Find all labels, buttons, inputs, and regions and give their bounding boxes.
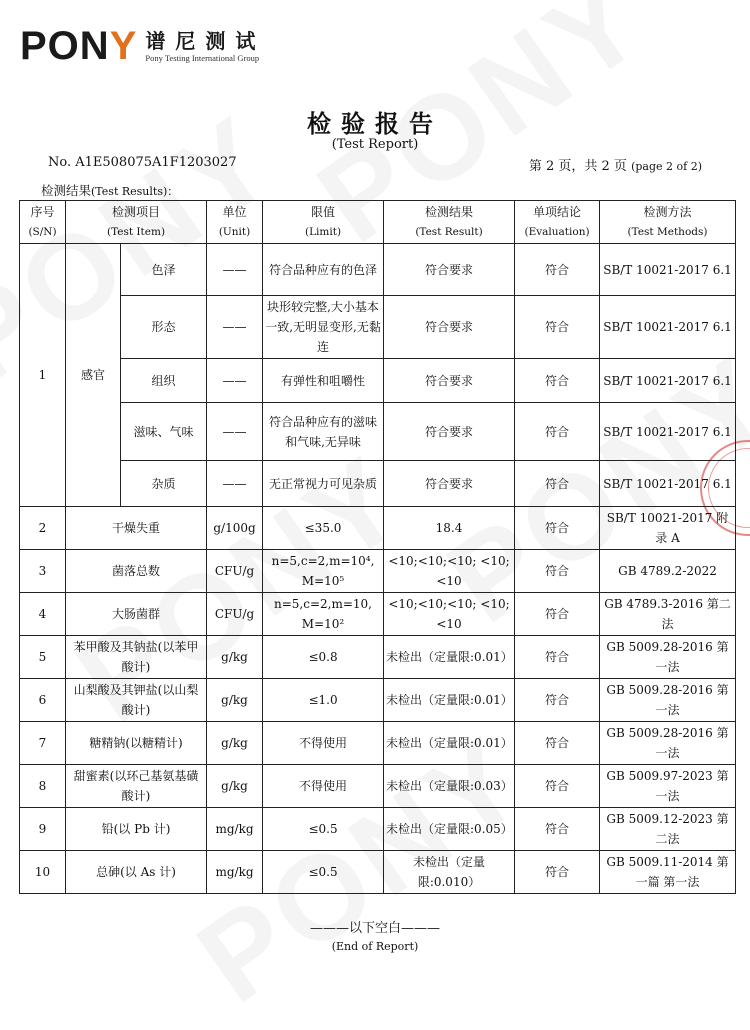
unit-cell: g/kg: [207, 636, 263, 679]
unit-cell: g/kg: [207, 722, 263, 765]
method-cell: SB/T 10021-2017 6.1: [600, 296, 736, 359]
method-cell: GB 5009.28-2016 第一法: [600, 636, 736, 679]
limit-cell: n=5,c=2,m=10⁴, M=10⁵: [263, 550, 384, 593]
unit-cell: ——: [207, 359, 263, 403]
column-header: 检测方法 (Test Methods): [600, 201, 736, 244]
method-cell: SB/T 10021-2017 6.1: [600, 461, 736, 507]
table-row: [20, 359, 736, 403]
limit-cell: ≤0.8: [263, 636, 384, 679]
unit-cell: ——: [207, 244, 263, 296]
limit-cell: 不得使用: [263, 722, 384, 765]
evaluation-cell: 符合: [515, 808, 600, 851]
result-cell: 符合要求: [384, 244, 515, 296]
item-cell: 干燥失重: [66, 507, 207, 550]
evaluation-cell: 符合: [515, 244, 600, 296]
evaluation-cell: 符合: [515, 765, 600, 808]
table-header-row: [20, 201, 736, 244]
end-marker: ———以下空白———: [309, 921, 440, 936]
method-cell: SB/T 10021-2017 附录 A: [600, 507, 736, 550]
evaluation-cell: 符合: [515, 722, 600, 765]
sn-cell: 4: [20, 593, 66, 636]
sub-item-cell: 组织: [121, 359, 207, 403]
method-cell: GB 4789.3-2016 第二法: [600, 593, 736, 636]
item-cell: 铅(以 Pb 计): [66, 808, 207, 851]
sn-cell: 10: [20, 851, 66, 894]
result-cell: 符合要求: [384, 403, 515, 461]
unit-cell: CFU/g: [207, 593, 263, 636]
sub-item-cell: 滋味、气味: [121, 403, 207, 461]
unit-cell: ——: [207, 403, 263, 461]
item-cell: 大肠菌群: [66, 593, 207, 636]
page-info: 第 2 页，共 2 页 (page 2 of 2): [528, 159, 702, 174]
result-cell: <10;<10;<10; <10;<10: [384, 550, 515, 593]
limit-cell: 块形较完整,大小基本一致,无明显变形,无黏连: [263, 296, 384, 359]
column-header: 限值 (Limit): [263, 201, 384, 244]
method-cell: GB 5009.28-2016 第一法: [600, 679, 736, 722]
unit-cell: g/kg: [207, 679, 263, 722]
method-cell: GB 5009.11-2014 第一篇 第一法: [600, 851, 736, 894]
column-header: 检测项目 (Test Item): [66, 201, 207, 244]
result-cell: 未检出（定量限:0.01）: [384, 636, 515, 679]
evaluation-cell: 符合: [515, 679, 600, 722]
result-cell: 符合要求: [384, 461, 515, 507]
evaluation-cell: 符合: [515, 296, 600, 359]
table-row: [20, 507, 736, 550]
sub-item-cell: 形态: [121, 296, 207, 359]
evaluation-cell: 符合: [515, 851, 600, 894]
result-cell: 18.4: [384, 507, 515, 550]
sub-item-cell: 杂质: [121, 461, 207, 507]
unit-cell: g/kg: [207, 765, 263, 808]
table-row: [20, 636, 736, 679]
evaluation-cell: 符合: [515, 507, 600, 550]
sn-cell: 8: [20, 765, 66, 808]
table-row: [20, 765, 736, 808]
method-cell: GB 5009.28-2016 第一法: [600, 722, 736, 765]
sn-cell: 6: [20, 679, 66, 722]
results-label: 检测结果(Test Results)：: [41, 183, 179, 198]
table-row: [20, 296, 736, 359]
unit-cell: CFU/g: [207, 550, 263, 593]
result-cell: 未检出（定量限:0.03）: [384, 765, 515, 808]
table-row: [20, 403, 736, 461]
limit-cell: n=5,c=2,m=10, M=10²: [263, 593, 384, 636]
limit-cell: 符合品种应有的色泽: [263, 244, 384, 296]
limit-cell: ≤0.5: [263, 808, 384, 851]
logo-mark: PONY: [20, 24, 138, 68]
method-cell: GB 5009.97-2023 第一法: [600, 765, 736, 808]
evaluation-cell: 符合: [515, 403, 600, 461]
sub-item-cell: 色泽: [121, 244, 207, 296]
item-cell: 山梨酸及其钾盐(以山梨酸计): [66, 679, 207, 722]
limit-cell: 不得使用: [263, 765, 384, 808]
end-marker-english: (End of Report): [331, 940, 419, 953]
table-row: [20, 244, 736, 296]
logo-english-name: Pony Testing International Group: [145, 52, 260, 63]
unit-cell: g/100g: [207, 507, 263, 550]
sn-cell: 7: [20, 722, 66, 765]
result-cell: 符合要求: [384, 359, 515, 403]
method-cell: SB/T 10021-2017 6.1: [600, 244, 736, 296]
limit-cell: ≤0.5: [263, 851, 384, 894]
company-logo: [20, 26, 265, 66]
unit-cell: mg/kg: [207, 851, 263, 894]
result-cell: 未检出（定量限:0.01）: [384, 722, 515, 765]
report-subtitle: (Test Report): [331, 137, 419, 152]
unit-cell: ——: [207, 461, 263, 507]
table-row: [20, 593, 736, 636]
evaluation-cell: 符合: [515, 593, 600, 636]
item-cell: 总砷(以 As 计): [66, 851, 207, 894]
result-cell: 未检出（定量限:0.01）: [384, 679, 515, 722]
result-cell: <10;<10;<10; <10;<10: [384, 593, 515, 636]
group-item-cell: 感官: [66, 244, 121, 507]
sn-cell: 2: [20, 507, 66, 550]
table-row: [20, 550, 736, 593]
sn-cell: 3: [20, 550, 66, 593]
limit-cell: 有弹性和咀嚼性: [263, 359, 384, 403]
evaluation-cell: 符合: [515, 461, 600, 507]
evaluation-cell: 符合: [515, 636, 600, 679]
logo-chinese-name: 谱尼测试: [145, 28, 266, 53]
report-number: No. A1E508075A1F1203027: [48, 155, 237, 170]
evaluation-cell: 符合: [515, 550, 600, 593]
table-row: [20, 808, 736, 851]
method-cell: SB/T 10021-2017 6.1: [600, 403, 736, 461]
method-cell: SB/T 10021-2017 6.1: [600, 359, 736, 403]
unit-cell: ——: [207, 296, 263, 359]
item-cell: 菌落总数: [66, 550, 207, 593]
limit-cell: ≤35.0: [263, 507, 384, 550]
table-row: [20, 722, 736, 765]
report-title: 检验报告: [307, 109, 443, 138]
item-cell: 甜蜜素(以环己基氨基磺酸计): [66, 765, 207, 808]
limit-cell: ≤1.0: [263, 679, 384, 722]
table-row: [20, 679, 736, 722]
sn-cell: 1: [20, 244, 66, 507]
limit-cell: 符合品种应有的滋味和气味,无异味: [263, 403, 384, 461]
column-header: 单位 (Unit): [207, 201, 263, 244]
result-cell: 符合要求: [384, 296, 515, 359]
column-header: 单项结论 (Evaluation): [515, 201, 600, 244]
table-row: [20, 461, 736, 507]
evaluation-cell: 符合: [515, 359, 600, 403]
column-header: 序号 (S/N): [20, 201, 66, 244]
sn-cell: 9: [20, 808, 66, 851]
sn-cell: 5: [20, 636, 66, 679]
table-row: [20, 851, 736, 894]
result-cell: 未检出（定量限:0.05）: [384, 808, 515, 851]
method-cell: GB 4789.2-2022: [600, 550, 736, 593]
result-cell: 未检出（定量限:0.010）: [384, 851, 515, 894]
method-cell: GB 5009.12-2023 第二法: [600, 808, 736, 851]
results-table: [19, 200, 736, 894]
unit-cell: mg/kg: [207, 808, 263, 851]
item-cell: 糖精钠(以糖精计): [66, 722, 207, 765]
column-header: 检测结果 (Test Result): [384, 201, 515, 244]
limit-cell: 无正常视力可见杂质: [263, 461, 384, 507]
item-cell: 苯甲酸及其钠盐(以苯甲酸计): [66, 636, 207, 679]
